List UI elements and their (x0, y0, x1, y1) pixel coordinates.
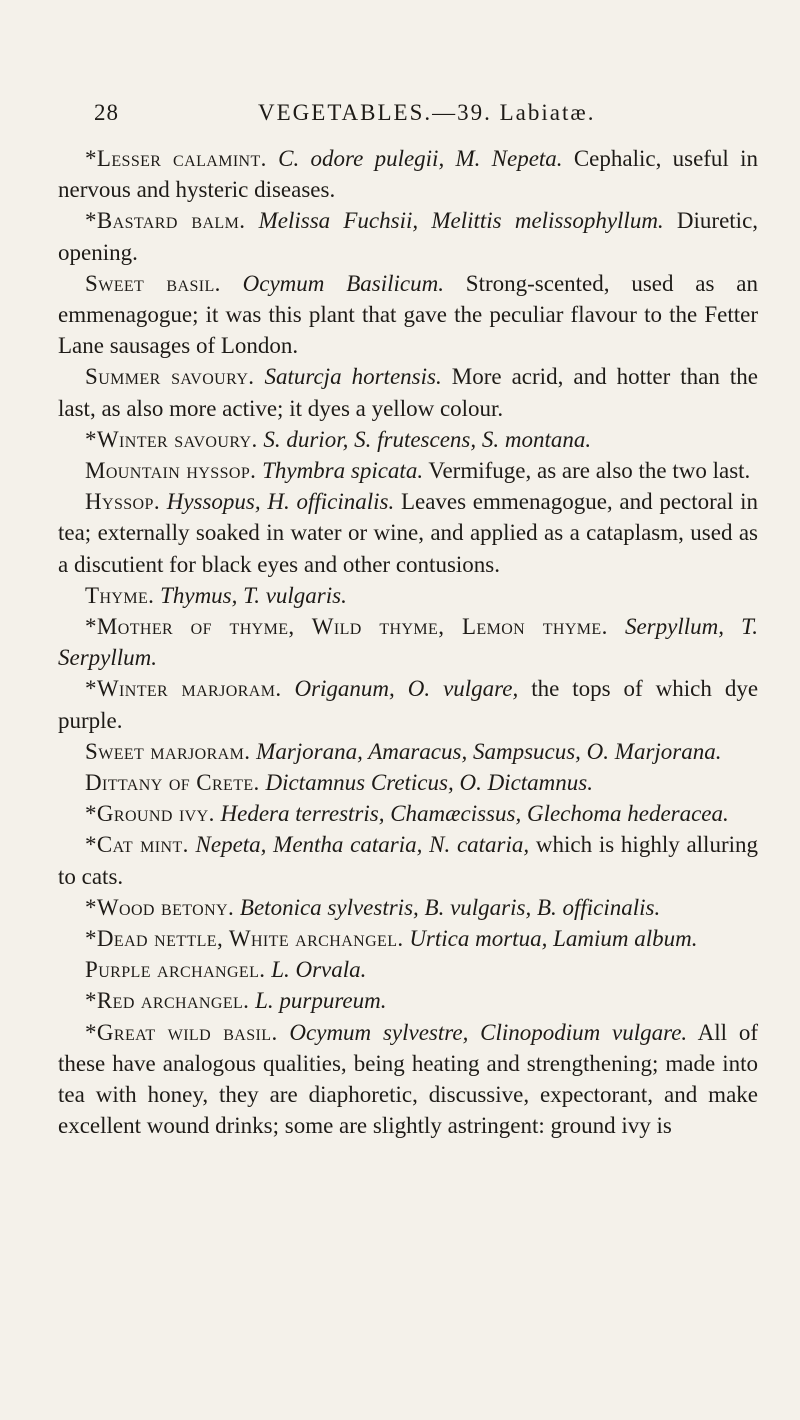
entry (58, 268, 758, 362)
entry-latin: Hedera terrestris, Chamæcissus, Glechoma hederacea. (220, 801, 729, 827)
entry-latin: L. Orvala. (271, 957, 367, 983)
entry-latin: Hyssopus, H. officinalis. (166, 489, 395, 515)
entry (58, 985, 758, 1016)
entry-name: *Mother of thyme, Wild thyme, Lemon thyme. (85, 614, 608, 640)
entry (58, 767, 758, 798)
entry (58, 143, 758, 205)
entry-name: *Wood betony. (85, 894, 235, 920)
entry-text: Vermifuge, as are also the two last. (428, 458, 751, 484)
entry (58, 829, 758, 891)
entry-name: *Bastard balm. (85, 208, 246, 234)
entry (58, 1017, 758, 1142)
entry-text: All of these have analogous qualities, being heating and strengthening; made into tea with honey, they are diaphoretic, discussive, expectorant, and make excellent wound drinks; some are slightly astringent: ground ivy is (58, 1019, 759, 1139)
entry-latin: Ocymum Basilicum. (242, 270, 444, 296)
entry (58, 673, 758, 735)
entry-name: *Lesser calamint. (85, 146, 267, 171)
entry-name: *Winter marjoram. (85, 676, 282, 702)
page-number: 28 (94, 100, 119, 125)
entry-latin: S. durior, S. frutescens, S. montana. (263, 426, 592, 452)
entry-latin: Marjorana, Amaracus, Sampsucus, O. Marjorana. (256, 738, 722, 764)
entry-name: Dittany of Crete. (85, 770, 260, 796)
entry-name: Purple archangel. (85, 957, 266, 983)
entry (58, 205, 758, 267)
entry-name: Sweet marjoram. (85, 738, 251, 764)
entry-text: the tops of which dye purple. (58, 676, 759, 733)
entry-latin: L. purpureum. (255, 988, 387, 1014)
entry-name: Mountain hyssop. (85, 458, 257, 484)
entry (58, 923, 758, 954)
entry-list (58, 143, 758, 1142)
entry-latin: C. odore pulegii, M. Nepeta. (278, 146, 563, 171)
entry-latin: Thymbra spicata. (262, 458, 424, 484)
entry (58, 736, 758, 767)
entry-name: Summer savoury. (85, 364, 255, 390)
entry (58, 455, 758, 486)
entry (58, 361, 758, 423)
entry-name: Thyme. (85, 582, 155, 608)
entry (58, 954, 758, 985)
entry-latin: Thymus, T. vulgaris. (160, 582, 347, 608)
entry-text: which is highly alluring to cats. (58, 832, 758, 889)
entry-latin: Betonica sylvestris, B. vulgaris, B. officinalis. (239, 894, 661, 920)
entry-text: Diuretic, opening. (58, 208, 759, 265)
entry (58, 798, 758, 829)
entry-latin: Melissa Fuchsii, Melittis melissophyllum. (258, 208, 664, 234)
entry-latin: Dictamnus Creticus, O. Dictamnus. (265, 770, 593, 796)
entry-latin: Nepeta, Mentha cataria, N. cataria, (195, 832, 530, 858)
entry-latin: Serpyllum, T. Serpyllum. (58, 614, 758, 671)
entry-latin: Saturcja hortensis. (264, 364, 442, 390)
entry (58, 486, 758, 580)
entry (58, 892, 758, 923)
entry-latin: Origanum, O. vulgare, (294, 676, 519, 702)
entry-name: *Ground ivy. (85, 801, 215, 827)
entry-text: Cephalic, useful in nervous and hysteric diseases. (58, 146, 758, 203)
entry-name: *Winter savoury. (85, 426, 258, 452)
entry (58, 424, 758, 455)
page-header (0, 98, 800, 134)
entry-name: Sweet basil. (85, 270, 221, 296)
entry-text: More acrid, and hotter than the last, as also more active; it dyes a yellow colour. (58, 364, 759, 421)
entry-text: Leaves emmenagogue, and pectoral in tea; externally soaked in water or wine, and applied as a cataplasm, used as a discutient for black eyes and other contusions. (58, 489, 759, 577)
entry-name: *Great wild basil. (85, 1019, 278, 1045)
entry-latin: Ocymum sylvestre, Clinopodium vulgare. (289, 1019, 688, 1045)
entry-name: *Red archangel. (85, 988, 250, 1014)
entry (58, 611, 758, 673)
entry-text: Strong-scented, used as an emmenagogue; it was this plant that gave the peculiar flavour to the Fetter Lane sausages of London. (58, 270, 758, 359)
running-head: VEGETABLES.—39. Labiatæ. (258, 100, 596, 125)
entry-name: *Cat mint. (85, 832, 189, 858)
entry-name: Hyssop. (85, 489, 160, 515)
entry (58, 580, 758, 611)
entry-latin: Urtica mortua, Lamium album. (409, 926, 698, 952)
entry-name: *Dead nettle, White archangel. (85, 926, 404, 952)
